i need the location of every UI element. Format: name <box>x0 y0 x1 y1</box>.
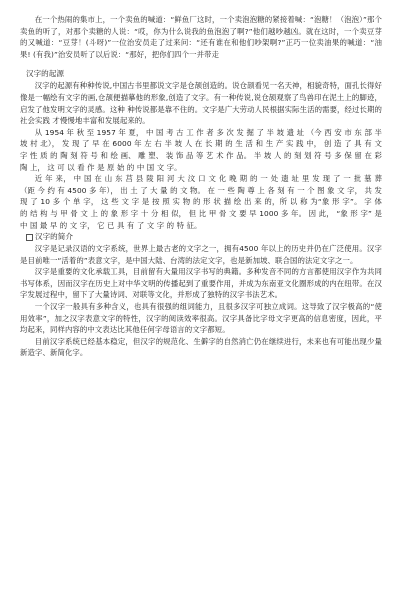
intro-paragraph-3: 一个汉字一般具有多种含义，也具有很强的组词能力，且很多汉字可独立成词。这导致了汉字极高的“使用效率”，加之汉字表意文字的特性，汉字的阅读效率很高。汉字具备比字母文字更高的信息密度，因此，平均起来，同样内容的中文表达比其他任何字母语言的文字都短。 <box>20 302 382 335</box>
section-heading-intro <box>20 231 382 243</box>
intro-heading-text: 汉字的简介 <box>35 232 73 242</box>
origin-paragraph-2: 从 1954 年 秋 至 1957 年 夏， 中 国 考 古 工 作 者 多 次 发 掘 了 半 坡 遗 址 （今 西 安 市 东 部 半 坡 村 北）， 发 现 了 早 在 6000 年 左 右 半 坡 人 在 长 期 的 生 活 和 生 产 实 践 中， 创 造 了 具 有 文 字 性 质 的 陶 刻 符 号 和 绘 画、 雕 塑、 装 饰 品 等 艺 术 作 品。 半 坡 人 的 刻 划 符 号 多 保 留 在 彩 陶 上， 这 可 以 看 作 是 原 始 的 中 国 文 字。 <box>20 127 382 172</box>
checkbox-icon <box>26 234 33 241</box>
intro-paragraph-4: 目前汉字系统已经基本稳定，但汉字的规范化、生僻字的自然消亡仍在继续进行，未来也有可能出现少量新造字、新简化字。 <box>20 336 382 358</box>
origin-paragraph-1: 汉字的起源有种种传说,中国古书里都说文字是仓颉创造的。说仓颉看见一名天神，相貌奇特，面孔长得好像是一幅绘有文字的画,仓颉便描摹他的形象,创造了文字。有一种传说,说仓颉观察了鸟兽印在泥土上的脚迹，启发了他发明文字的灵感。这种 种传说都是靠不住的。文字是广大劳动人民根据实际生活的需要，经过长期的社会实践 才慢慢地丰富和发展起来的。 <box>20 81 383 126</box>
intro-paragraph-1: 汉字是记录汉语的文字系统，世界上最古老的文字之一，拥有4500 年以上的历史并仍在广泛使用。汉字是目前唯一“活着的”表意文字，是中国大陆、台湾的法定文字，也是新加坡、联合国的法定文字之一。 <box>20 244 382 265</box>
intro-paragraph-2: 汉字是重要的文化承载工具，目前留有大量用汉字书写的典籍。多种发音不同的方言都使用汉字作为共同书写体系，因而汉字在历史上对中华文明的传播起到了重要作用，并成为东南亚文化圈形成的内在纽带。在汉字发展过程中，留下了大量诗词、对联等文化，并形成了独特的汉字书法艺术。 <box>20 267 382 300</box>
section-heading-origin: 汉字的起源 <box>26 69 64 79</box>
story-block <box>20 14 382 60</box>
story-paragraph: 在一个热闹的集市上，一个卖鱼的喊道：“鲜鱼厂这时，一个卖泡泡糖的紧接着喊：“泡糖！（泡泡）”那个卖鱼的听了，对那个卖糖的人说：“哎，你为什么说我的鱼泡泡了啊?”他们越吵越凶。就在这时，一个卖豆芽的又喊道：“豆芽！(斗呀)”一位治安员走了过来问：“还有谁在和他们吵架啊?”正巧一位卖油果的喊道：“油果! (有我)”治安员听了以后说：“那好，把你们四个一并带走 <box>20 15 382 59</box>
origin-paragraph-3: 近 年 来， 中 国 在 山 东 莒 县 陵 阳 河 大 汶 口 文 化 晚 期 的 一 处 遗 址 里 发 现 了 一 批 墓 葬 （距 今 约 有 4500 多 年）， 出 土 了 大 量 的 文 物。 在 一 些 陶 尊 上 各 刻 有 一 个 图 象 文 字， 共 发 现 了 10 多 个 单 字， 这 些 文 字 是 按 照 实 物 的 形 状 描 绘 出 来 的，所 以 称 为“象 形 字”。 字 体 的 结 构 与 甲 骨 文 上 的 象 形 字 十 分 相 似， 但 比 甲 骨 文 要 早 1000 多 年。 因 此， “象 形 字” 是 中 国 最 早 的 文 字， 它 已 具 有 了 文 字 的 特 征。 <box>20 174 382 230</box>
